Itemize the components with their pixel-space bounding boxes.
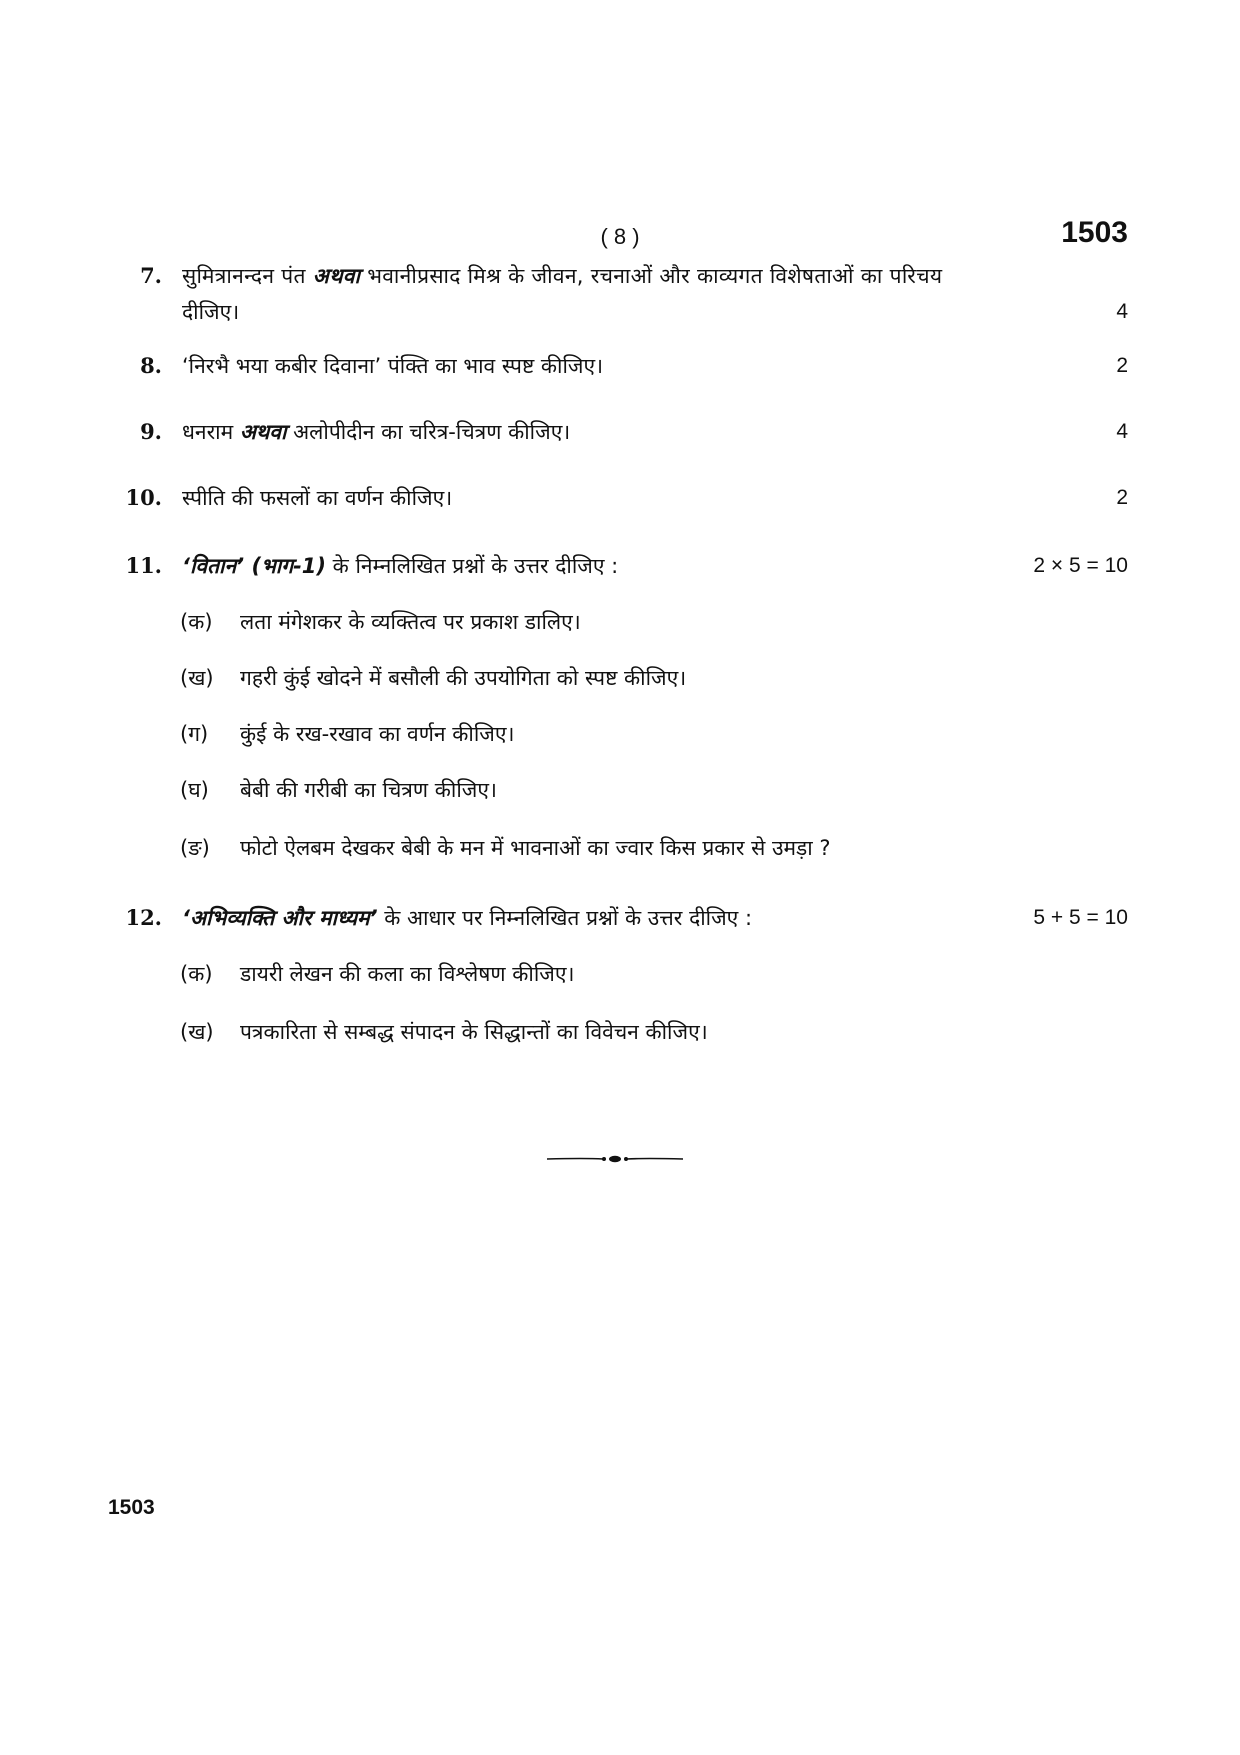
question-marks: 2 × 5 = 10 bbox=[1033, 554, 1128, 577]
sub-question-label: (ख) bbox=[180, 1020, 214, 1044]
question-marks: 4 bbox=[1116, 300, 1128, 323]
sub-question-text: फोटो ऐलबम देखकर बेबी के मन में भावनाओं का ज्वार किस प्रकार से उमड़ा ? bbox=[240, 836, 831, 860]
question-text-part: अलोपीदीन का चरित्र-चित्रण कीजिए। bbox=[286, 420, 571, 444]
sub-question-text: पत्रकारिता से सम्बद्ध संपादन के सिद्धान्तों का विवेचन कीजिए। bbox=[240, 1020, 708, 1044]
question-text: ‘निरभै भया कबीर दिवाना’ पंक्ति का भाव स्पष्ट कीजिए। bbox=[182, 354, 604, 378]
question-number: 9. bbox=[140, 419, 162, 444]
question-marks: 2 bbox=[1116, 486, 1128, 509]
sub-question-text: बेबी की गरीबी का चित्रण कीजिए। bbox=[240, 778, 497, 802]
emphasis-text: अथवा bbox=[239, 420, 287, 444]
question-number: 11. bbox=[125, 553, 162, 578]
emphasis-text: अथवा bbox=[312, 264, 361, 288]
question-text bbox=[182, 412, 1122, 452]
sub-question-label: (ङ) bbox=[180, 836, 210, 860]
question-text-part: धनराम bbox=[182, 420, 240, 444]
paper-code-top: 1503 bbox=[1061, 216, 1128, 249]
question-marks: 2 bbox=[1116, 354, 1128, 377]
sub-question-label: (ग) bbox=[180, 722, 209, 746]
emphasis-text: ‘अभिव्यक्ति और माध्यम’ bbox=[182, 906, 378, 930]
sub-question-text: डायरी लेखन की कला का विश्लेषण कीजिए। bbox=[240, 962, 575, 986]
sub-question-label: (ख) bbox=[180, 666, 214, 690]
question-marks: 5 + 5 = 10 bbox=[1033, 906, 1128, 929]
question-text-part: के आधार पर निम्नलिखित प्रश्नों के उत्तर दीजिए : bbox=[377, 906, 753, 930]
emphasis-text: ‘वितान’ (भाग-1) bbox=[182, 554, 326, 578]
page-number: ( 8 ) bbox=[600, 224, 640, 249]
question-text bbox=[182, 898, 1122, 938]
question-text bbox=[182, 546, 1122, 586]
question-number: 7. bbox=[140, 263, 162, 288]
sub-question-text: कुंई के रख-रखाव का वर्णन कीजिए। bbox=[240, 722, 515, 746]
question-text bbox=[182, 256, 1122, 296]
sub-question-label: (क) bbox=[180, 610, 213, 634]
question-text-part: भवानीप्रसाद मिश्र के जीवन, रचनाओं और काव्यगत विशेषताओं का परिचय bbox=[360, 264, 943, 288]
sub-question-text: लता मंगेशकर के व्यक्तित्व पर प्रकाश डालिए। bbox=[240, 610, 581, 634]
question-number: 12. bbox=[125, 905, 162, 930]
question-text-part: के निम्नलिखित प्रश्नों के उत्तर दीजिए : bbox=[326, 554, 619, 578]
question-text-line2: दीजिए। bbox=[182, 300, 240, 324]
sub-question-label: (घ) bbox=[180, 778, 209, 802]
sub-question-text: गहरी कुंई खोदने में बसौली की उपयोगिता को स्पष्ट कीजिए। bbox=[240, 666, 687, 690]
paper-code-bottom: 1503 bbox=[108, 1496, 155, 1519]
sub-question-label: (क) bbox=[180, 962, 213, 986]
question-number: 8. bbox=[140, 353, 162, 378]
question-text: स्पीति की फसलों का वर्णन कीजिए। bbox=[182, 486, 453, 510]
question-marks: 4 bbox=[1116, 420, 1128, 443]
end-ornament bbox=[545, 1152, 685, 1166]
question-text-part: सुमित्रानन्दन पंत bbox=[182, 264, 313, 288]
question-number: 10. bbox=[125, 485, 162, 510]
